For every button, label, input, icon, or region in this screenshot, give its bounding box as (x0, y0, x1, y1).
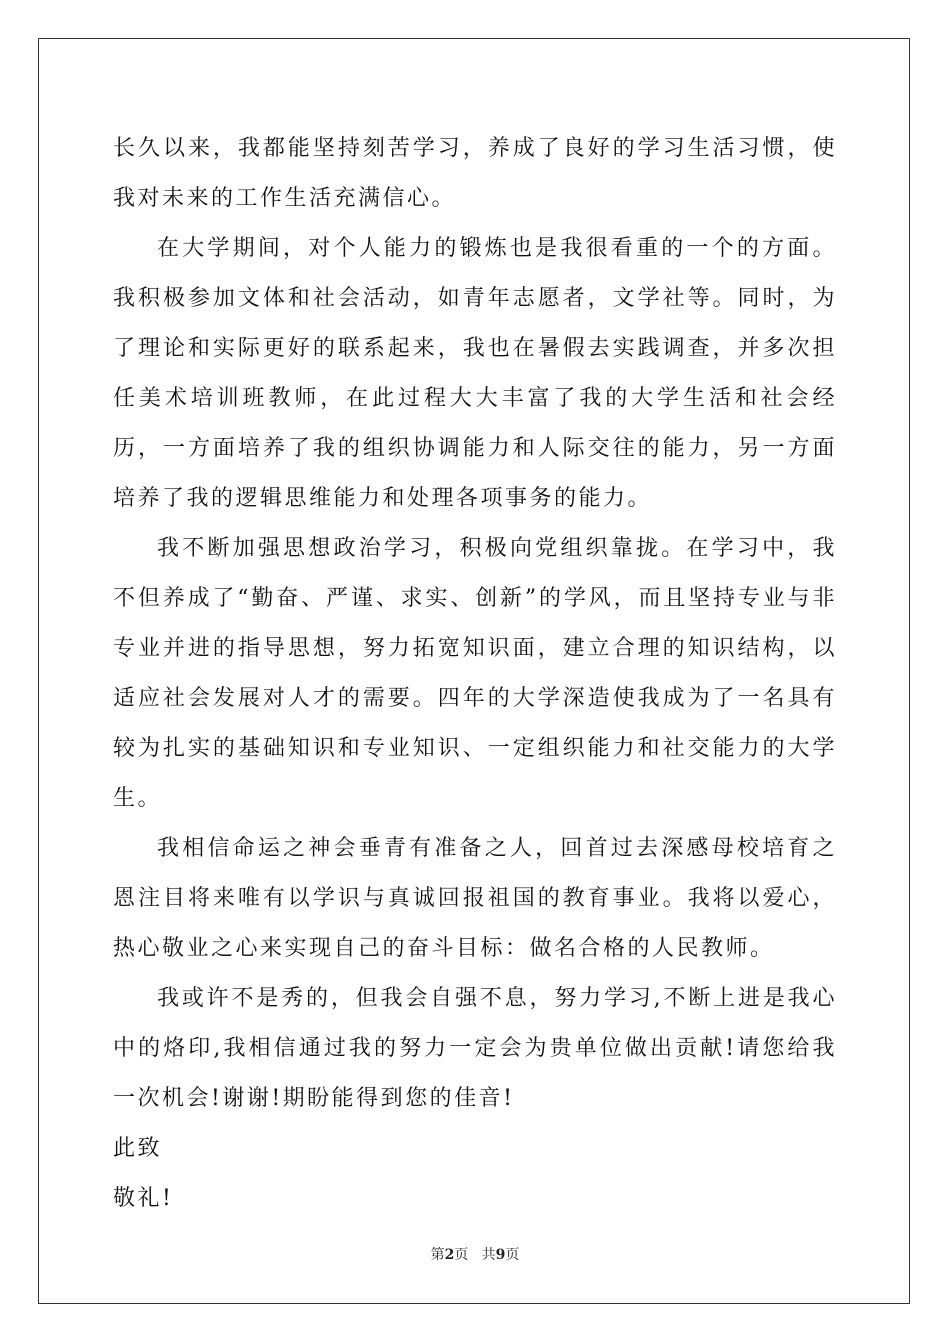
page-label-prefix: 第 (430, 1247, 445, 1263)
total-pages: 9 (495, 1247, 506, 1263)
paragraph: 我相信命运之神会垂青有准备之人，回首过去深感母校培育之恩注目将来唯有以学识与真诚回报祖国的教育事业。我将以爱心，热心敬业之心来实现自己的奋斗目标：做名合格的人民教师。 (113, 836, 837, 961)
page-number: 2 (444, 1247, 455, 1263)
total-label-prefix: 共 (481, 1247, 496, 1263)
paragraph: 我或许不是秀的，但我会自强不息，努力学习,不断上进是我心中的烙印,我相信通过我的努力一定会为贵单位做出贡献!请您给我一次机会!谢谢!期盼能得到您的佳音! (113, 986, 837, 1111)
document-body (113, 124, 837, 1224)
paragraph: 长久以来，我都能坚持刻苦学习，养成了良好的学习生活习惯，使我对未来的工作生活充满信心。 (113, 136, 837, 211)
closing-salutation: 此致 (113, 1136, 163, 1161)
paragraph: 我不断加强思想政治学习，积极向党组织靠拢。在学习中，我不但养成了“勤奋、严谨、求实、创新”的学风，而且坚持专业与非专业并进的指导思想，努力拓宽知识面，建立合理的知识结构，以适应社会发展对人才的需要。四年的大学深造使我成为了一名具有较为扎实的基础知识和专业知识、一定组织能力和社交能力的大学生。 (113, 536, 837, 811)
page-footer (0, 1246, 950, 1264)
page-label-suffix: 页 (454, 1247, 469, 1263)
paragraph: 在大学期间，对个人能力的锻炼也是我很看重的一个的方面。我积极参加文体和社会活动，如青年志愿者，文学社等。同时，为了理论和实际更好的联系起来，我也在暑假去实践调查，并多次担任美术培训班教师，在此过程大大丰富了我的大学生活和社会经历，一方面培养了我的组织协调能力和人际交往的能力，另一方面培养了我的逻辑思维能力和处理各项事务的能力。 (113, 236, 837, 511)
closing-regards: 敬礼! (113, 1186, 174, 1211)
total-label-suffix: 页 (505, 1247, 520, 1263)
